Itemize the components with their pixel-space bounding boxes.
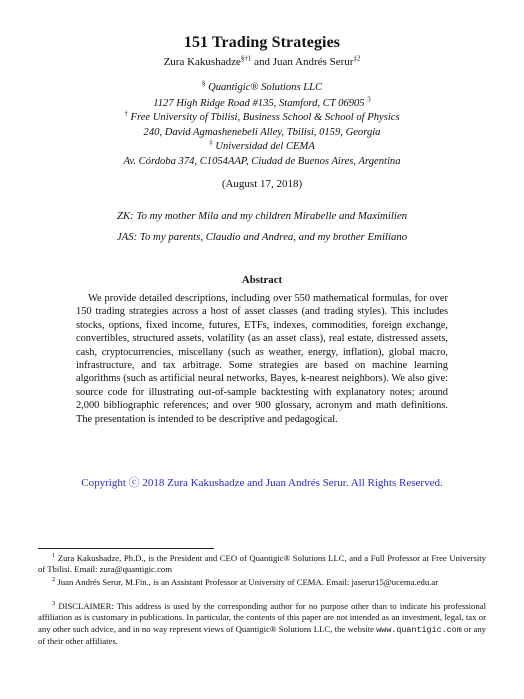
author-line [0,56,524,68]
footnote-3 [38,601,486,648]
affiliation-1 [0,79,524,93]
footnote-text: Juan Andrés Serur, M.Fin., is an Assistant Professor at University of CEMA. Email: jaserur15@ucema.edu.ar [57,577,439,587]
footnote-rule [38,548,214,549]
affiliation-text: 1127 High Ridge Road #135, Stamford, CT 06905 [153,98,365,109]
affiliation-4 [0,127,524,138]
footnote-2 [38,577,486,588]
footnote-website: www.quantigic.com [376,624,462,635]
author-2-marks: ‡2 [353,54,361,63]
footnote-text-after: or any of their other affiliates. [38,623,487,647]
footnote-mark: 1 [52,552,56,560]
author-conjunction: and [254,56,270,68]
footnote-text: DISCLAIMER: This address is used by the corresponding author for no purpose other than to indicate his professional affiliation as is customary in publications. In particular, the contents of this paper are not intended as an investment, legal, tax or any other such advice, and in no way represent views of Quantigic® Solutions LLC, the website [38,601,486,634]
affiliation-text: Av. Córdoba 374, C1054AAP, Ciudad de Buenos Aires, Argentina [123,156,401,167]
affiliation-6 [0,156,524,167]
affiliation-text: 240, David Agmashenebeli Alley, Tbilisi, 0159, Georgia [143,127,381,138]
affiliation-5 [0,138,524,152]
affiliation-text: Quantigic® Solutions LLC [208,82,323,93]
affiliation-text: Free University of Tbilisi, Business School & School of Physics [130,112,400,123]
paper-title: 151 Trading Strategies [183,34,341,51]
footnote-mark: 3 [52,600,56,608]
affiliation-2 [0,95,524,109]
abstract-heading: Abstract [241,274,283,286]
affiliation-text: Universidad del CEMA [215,141,315,152]
footnote-mark: 2 [52,576,56,584]
affiliation-mark: § [201,79,206,88]
dedication-jas: JAS: To my parents, Claudio and Andrea, and my brother Emiliano [116,231,408,243]
affiliation-mark: † [124,109,128,118]
author-1-marks: §†1 [240,54,252,63]
affiliation-mark: ‡ [209,138,213,147]
footnote-text: Zura Kakushadze, Ph.D., is the President and CEO of Quantigic® Solutions LLC, and a Full Professor at Free University of Tbilisi. Email: zura@quantigic.com [38,553,486,575]
author-1-name: Zura Kakushadze [163,56,241,68]
affiliation-3 [0,109,524,123]
affiliation-footnote-mark: 3 [367,95,371,104]
dedication-zk: ZK: To my mother Mila and my children Mirabelle and Maximilien [116,210,408,222]
copyright-notice: Copyright ⓒ 2018 Zura Kakushadze and Juan Andrés Serur. All Rights Reserved. [81,477,443,489]
paper-date: (August 17, 2018) [221,178,303,190]
author-2-name: Juan Andrés Serur [272,56,354,68]
abstract-text: We provide detailed descriptions, including over 550 mathematical formulas, for over 150 trading strategies across a host of asset classes (and trading styles). This includes stocks, options, fixed income, futures, ETFs, indexes, commodities, foreign exchange, convertibles, structured assets, volatility (as an asset class), real estate, distressed assets, cash, cryptocurrencies, miscellany (such as weather, energy, inflation), global macro, infrastructure, and tax arbitrage. Some strategies are based on machine learning algorithms (such as artificial neural networks, Bayes, k-nearest neighbors). We also give: source code for illustrating out-of-sample backtesting with explanatory notes; around 2,000 bibliographic references; and over 900 glossary, acronym and math definitions. The presentation is intended to be descriptive and pedagogical. [76,293,448,425]
footnote-1 [38,553,486,576]
